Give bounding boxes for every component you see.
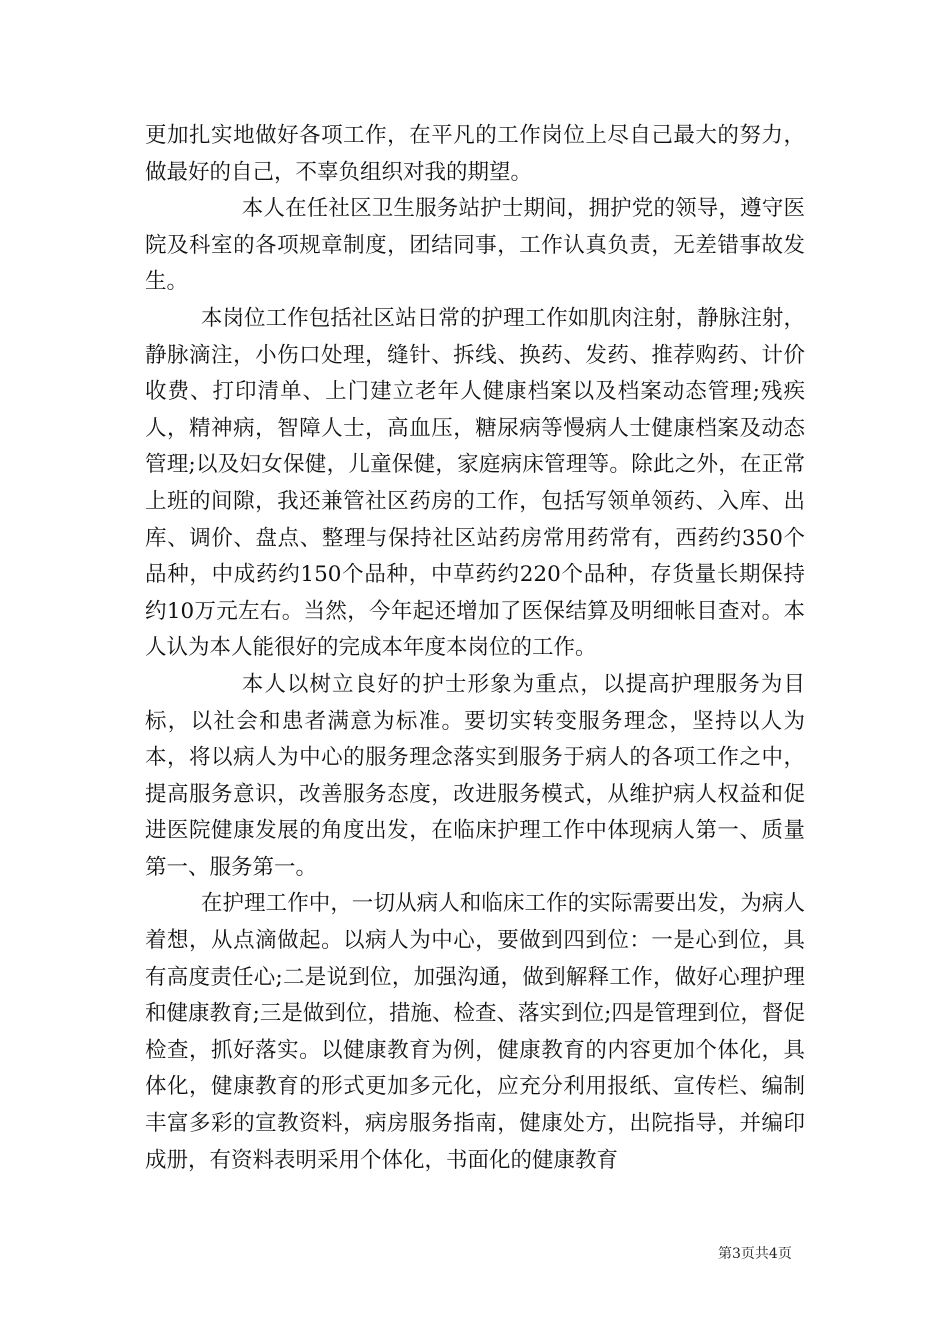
paragraph-duty-conduct: 本人在任社区卫生服务站护士期间，拥护党的领导，遵守医院及科室的各项规章制度，团结同事，工作认真负责，无差错事故发生。	[145, 196, 805, 295]
document-body	[145, 118, 805, 1179]
paragraph-job-scope: 本岗位工作包括社区站日常的护理工作如肌肉注射，静脉注射，静脉滴注，小伤口处理，缝针、拆线、换药、发药、推荐购药、计价收费、打印清单、上门建立老年人健康档案以及档案动态管理;残疾人，精神病，智障人士，高血压，糖尿病等慢病人士健康档案及动态管理;以及妇女保健，儿童保健，家庭病床管理等。除此之外，在正常上班的间隙，我还兼管社区药房的工作，包括写领单领药、入库、出库、调价、盘点、整理与保持社区站药房常用药常有，西药约350个品种，中成药约150个品种，中草药约220个品种，存货量长期保持约10万元左右。当然，今年起还增加了医保结算及明细帐目查对。本人认为本人能很好的完成本年度本岗位的工作。	[145, 305, 805, 661]
paragraph-continuation: 更加扎实地做好各项工作，在平凡的工作岗位上尽自己最大的努力，做最好的自己，不辜负组织对我的期望。	[145, 123, 805, 185]
paragraph-nursing-practice: 在护理工作中，一切从病人和临床工作的实际需要出发，为病人着想，从点滴做起。以病人为中心，要做到四到位：一是心到位，具有高度责任心;二是说到位，加强沟通，做到解释工作，做好心理护理和健康教育;三是做到位，措施、检查、落实到位;四是管理到位，督促检查，抓好落实。以健康教育为例，健康教育的内容更加个体化，具体化，健康教育的形式更加多元化，应充分利用报纸、宣传栏、编制丰富多彩的宣教资料，病房服务指南，健康处方，出院指导，并编印成册，有资料表明采用个体化，书面化的健康教育	[145, 891, 805, 1173]
page-number-footer: 第3页共4页	[718, 1246, 792, 1262]
paragraph-service-philosophy: 本人以树立良好的护士形象为重点，以提高护理服务为目标，以社会和患者满意为标准。要切实转变服务理念，坚持以人为本，将以病人为中心的服务理念落实到服务于病人的各项工作之中，提高服务意识，改善服务态度，改进服务模式，从维护病人权益和促进医院健康发展的角度出发，在临床护理工作中体现病人第一、质量第一、服务第一。	[145, 671, 805, 880]
